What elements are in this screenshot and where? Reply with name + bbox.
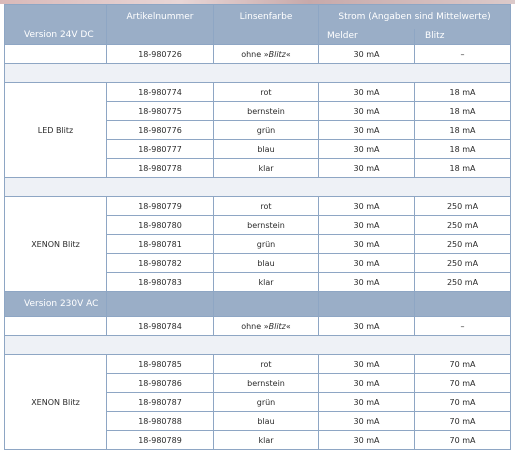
artikel-cell: 18-980781 bbox=[107, 235, 214, 254]
melder-cell: 30 mA bbox=[319, 254, 415, 273]
linsenfarbe-cell: grün bbox=[214, 121, 319, 140]
spacer-row bbox=[5, 64, 511, 83]
blitz-cell: 70 mA bbox=[415, 393, 511, 412]
table-row bbox=[5, 83, 511, 102]
melder-cell: 30 mA bbox=[319, 102, 415, 121]
spacer-cell bbox=[5, 64, 511, 83]
version-230v-label: Version 230V AC bbox=[5, 292, 107, 317]
artikel-cell: 18-980774 bbox=[107, 83, 214, 102]
table-row bbox=[5, 197, 511, 216]
group-label-xenon-230v: XENON Blitz bbox=[5, 355, 107, 450]
col-linsenfarbe: Linsenfarbe bbox=[214, 5, 319, 45]
blitz-cell: 70 mA bbox=[415, 374, 511, 393]
artikel-cell: 18-980782 bbox=[107, 254, 214, 273]
melder-cell: 30 mA bbox=[319, 393, 415, 412]
artikel-cell: 18-980776 bbox=[107, 121, 214, 140]
blitz-cell: 70 mA bbox=[415, 355, 511, 374]
artikel-cell: 18-980788 bbox=[107, 412, 214, 431]
artikel-cell: 18-980778 bbox=[107, 159, 214, 178]
table-row bbox=[5, 317, 511, 336]
artikel-cell: 18-980789 bbox=[107, 431, 214, 450]
blitz-cell: 250 mA bbox=[415, 235, 511, 254]
artikel-cell: 18-980775 bbox=[107, 102, 214, 121]
melder-cell: 30 mA bbox=[319, 273, 415, 292]
blitz-cell: 70 mA bbox=[415, 412, 511, 431]
linse-suffix: « bbox=[285, 321, 291, 331]
table-row bbox=[5, 45, 511, 64]
blitz-cell: 70 mA bbox=[415, 431, 511, 450]
blitz-cell: 18 mA bbox=[415, 159, 511, 178]
version-24v-label: Version 24V DC bbox=[5, 5, 107, 45]
spacer-row bbox=[5, 178, 511, 197]
melder-cell: 30 mA bbox=[319, 216, 415, 235]
empty-group-cell bbox=[5, 45, 107, 64]
melder-cell: 30 mA bbox=[319, 159, 415, 178]
blitz-cell: 18 mA bbox=[415, 121, 511, 140]
header-row bbox=[5, 5, 511, 29]
version-230v-row bbox=[5, 292, 511, 317]
melder-cell: 30 mA bbox=[319, 374, 415, 393]
blitz-cell: – bbox=[415, 317, 511, 336]
product-spec-table bbox=[4, 4, 511, 450]
linse-prefix: ohne » bbox=[241, 49, 269, 59]
melder-cell: 30 mA bbox=[319, 412, 415, 431]
linsenfarbe-cell: blau bbox=[214, 254, 319, 273]
linsenfarbe-cell: bernstein bbox=[214, 374, 319, 393]
blitz-cell: 250 mA bbox=[415, 273, 511, 292]
melder-cell: 30 mA bbox=[319, 355, 415, 374]
blitz-cell: 18 mA bbox=[415, 83, 511, 102]
artikel-cell: 18-980777 bbox=[107, 140, 214, 159]
linsenfarbe-cell: rot bbox=[214, 355, 319, 374]
blitz-cell: 18 mA bbox=[415, 102, 511, 121]
melder-cell: 30 mA bbox=[319, 431, 415, 450]
linsenfarbe-cell: bernstein bbox=[214, 102, 319, 121]
v230-empty-cell bbox=[319, 292, 415, 317]
empty-group-cell bbox=[5, 317, 107, 336]
artikel-cell: 18-980787 bbox=[107, 393, 214, 412]
blitz-cell: 250 mA bbox=[415, 254, 511, 273]
linsenfarbe-cell: klar bbox=[214, 159, 319, 178]
artikel-cell: 18-980780 bbox=[107, 216, 214, 235]
linse-suffix: « bbox=[285, 49, 291, 59]
linsenfarbe-cell: blau bbox=[214, 412, 319, 431]
linsenfarbe-cell bbox=[214, 317, 319, 336]
v230-empty-cell bbox=[415, 292, 511, 317]
linse-prefix: ohne » bbox=[241, 321, 269, 331]
artikel-cell: 18-980783 bbox=[107, 273, 214, 292]
spacer-cell bbox=[5, 178, 511, 197]
linsenfarbe-cell: rot bbox=[214, 197, 319, 216]
artikel-cell: 18-980785 bbox=[107, 355, 214, 374]
blitz-cell: 250 mA bbox=[415, 216, 511, 235]
artikel-cell: 18-980786 bbox=[107, 374, 214, 393]
linsenfarbe-cell: bernstein bbox=[214, 216, 319, 235]
v230-empty-cell bbox=[214, 292, 319, 317]
artikel-cell: 18-980779 bbox=[107, 197, 214, 216]
linse-emphasis: Blitz bbox=[268, 321, 286, 331]
blitz-cell: 250 mA bbox=[415, 197, 511, 216]
artikel-cell: 18-980784 bbox=[107, 317, 214, 336]
melder-cell: 30 mA bbox=[319, 121, 415, 140]
linse-emphasis: Blitz bbox=[268, 49, 286, 59]
melder-cell: 30 mA bbox=[319, 235, 415, 254]
blitz-cell: 18 mA bbox=[415, 140, 511, 159]
melder-cell: 30 mA bbox=[319, 317, 415, 336]
v230-empty-cell bbox=[107, 292, 214, 317]
linsenfarbe-cell: klar bbox=[214, 273, 319, 292]
spacer-cell bbox=[5, 336, 511, 355]
melder-cell: 30 mA bbox=[319, 140, 415, 159]
melder-cell: 30 mA bbox=[319, 197, 415, 216]
table-row bbox=[5, 355, 511, 374]
linsenfarbe-cell: grün bbox=[214, 393, 319, 412]
artikel-cell: 18-980726 bbox=[107, 45, 214, 64]
linsenfarbe-cell: blau bbox=[214, 140, 319, 159]
group-label-led: LED Blitz bbox=[5, 83, 107, 178]
col-strom: Strom (Angaben sind Mittelwerte) bbox=[319, 5, 511, 29]
linsenfarbe-cell bbox=[214, 45, 319, 64]
linsenfarbe-cell: rot bbox=[214, 83, 319, 102]
linsenfarbe-cell: grün bbox=[214, 235, 319, 254]
col-artikelnummer: Artikelnummer bbox=[107, 5, 214, 45]
spacer-row bbox=[5, 336, 511, 355]
blitz-cell: – bbox=[415, 45, 511, 64]
melder-cell: 30 mA bbox=[319, 83, 415, 102]
melder-cell: 30 mA bbox=[319, 45, 415, 64]
col-melder: Melder bbox=[319, 29, 415, 45]
linsenfarbe-cell: klar bbox=[214, 431, 319, 450]
col-blitz: Blitz bbox=[415, 29, 511, 45]
group-label-xenon: XENON Blitz bbox=[5, 197, 107, 292]
